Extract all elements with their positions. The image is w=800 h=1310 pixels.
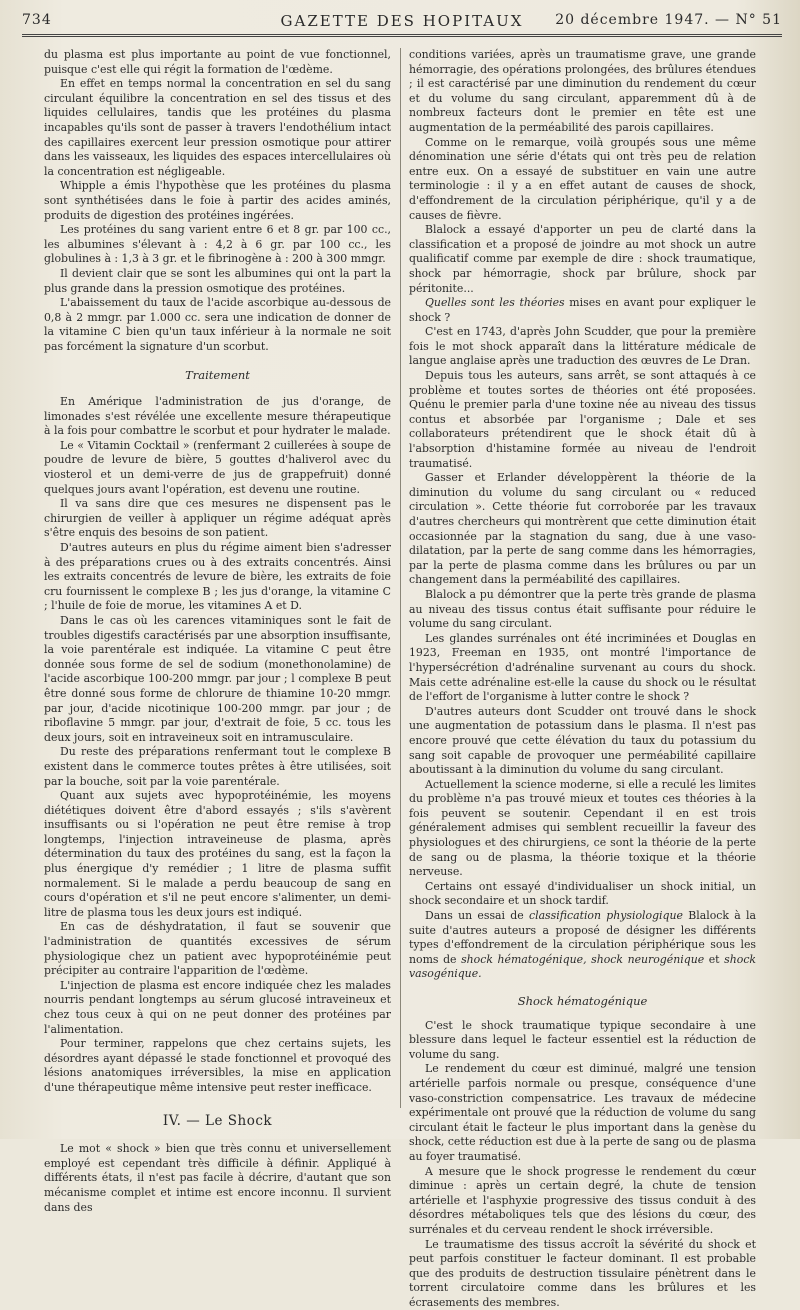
- paragraph: Whipple a émis l'hypothèse que les protéines du plasma sont synthétisées dans le foie à partir des acides aminés, produits de digestion des protéines ingérées.: [44, 179, 391, 223]
- subheading-traitement: Traitement: [44, 368, 391, 383]
- page-number: 734: [22, 12, 52, 28]
- paragraph: D'autres auteurs dont Scudder ont trouvé dans le shock une augmentation de potassium dans le plasma. Il n'est pas encore prouvé que cette élévation du taux du potassium du sang soit capable de provoquer une perméabilité capillaire aboutissant à la diminution du volume du sang circulant.: [409, 705, 756, 778]
- paragraph: Comme on le remarque, voilà groupés sous une même dénomination une série d'états qui ont très peu de relation entre eux. On a essayé de substituer en vain une autre terminologie : il y a en effet autant de causes de shock, d'effondrement de la circulation périphérique, qu'il y a de causes de fièvre.: [409, 136, 756, 224]
- paragraph: Les protéines du sang varient entre 6 et 8 gr. par 100 cc., les albumines s'élevant à : 4,2 à 6 gr. par 100 cc., les globulines à : 1,3 à 3 gr. et le fibrinogène à : 200 à 300 mmgr.: [44, 223, 391, 267]
- paragraph: [409, 296, 756, 325]
- paragraph: Pour terminer, rappelons que chez certains sujets, les désordres ayant dépassé le stade fonctionnel et provoqué des lésions anatomiques irréversibles, la mise en application d'une thérapeutique même intensive peut rester inefficace.: [44, 1037, 391, 1095]
- text-run: et: [704, 953, 724, 966]
- paragraph: Quant aux sujets avec hypoprotéinémie, les moyens diététiques doivent être d'abord essayés ; s'ils s'avèrent insuffisants ou si l'opération ne peut être remise à trop longtemps, l'injection intraveineuse de plasma, après détermination du taux des protéines du sang, est la façon la plus énergique d'y remédier ; 1 litre de plasma suffit normalement. Si le malade a perdu beaucoup de sang en cours d'opération et s'il ne peut encore s'alimenter, un demi-litre de plasma tous les deux jours est indiqué.: [44, 789, 391, 920]
- subheading-shock-hematogenique: Shock hématogénique: [409, 994, 756, 1009]
- italic-phrase: Quelles sont les théories: [425, 296, 565, 309]
- paragraph: L'abaissement du taux de l'acide ascorbique au-dessous de 0,8 à 2 mmgr. par 1.000 cc. sera une indication de donner de la vitamine C bien qu'un taux inférieur à la normale ne soit pas forcément la signature d'un scorbut.: [44, 296, 391, 354]
- page-header: [22, 12, 782, 37]
- paragraph: Du reste des préparations renfermant tout le complexe B existent dans le commerce toutes prêtes à être utilisées, soit par la bouche, soit par la voie parentérale.: [44, 745, 391, 789]
- paragraph: En cas de déshydratation, il faut se souvenir que l'administration de quantités excessives de sérum physiologique chez un patient avec hypoprotéinémie peut précipiter au contraire l'apparition de l'œdème.: [44, 920, 391, 978]
- paragraph: En effet en temps normal la concentration en sel du sang circulant équilibre la concentration en sel des tissus et des liquides cellulaires, tandis que les protéines du plasma incapables qu'ils sont de passer à travers l'endothélium intact des capillaires exercent leur pression osmotique pour attirer dans les vaisseaux, les liquides des espaces intercellulaires où la concentration est négligeable.: [44, 77, 391, 179]
- paragraph: Actuellement la science moderne, si elle a reculé les limites du problème n'a pas trouvé mieux et toutes ces théories à la fois peuvent se soutenir. Cependant il en est trois généralement admises qui semblent recueillir la faveur des physiologues et des chirurgiens, ce sont la théorie de la perte de sang ou de plasma, la théorie toxique et la théorie nerveuse.: [409, 778, 756, 880]
- paragraph: A mesure que le shock progresse le rendement du cœur diminue : après un certain degré, la chute de tension artérielle et l'asphyxie progressive des tissus conduit à des désordres métaboliques tels que des lésions du cœur, des surrénales et du cerveau rendent le shock irréversible.: [409, 1165, 756, 1238]
- paragraph: Les glandes surrénales ont été incriminées et Douglas en 1923, Freeman en 1935, ont montré l'importance de l'hypersécrétion d'adrénaline survenant au cours du shock. Mais cette adrénaline est-elle la cause du shock ou le résultat de l'effort de l'organisme à lutter contre le shock ?: [409, 632, 756, 705]
- paragraph: En Amérique l'administration de jus d'orange, de limonades s'est révélée une excellente mesure thérapeutique à la fois pour combattre le scorbut et pour hydrater le malade.: [44, 395, 391, 439]
- italic-phrase: classification physiologique: [529, 909, 683, 922]
- paragraph: Gasser et Erlander développèrent la théorie de la diminution du volume du sang circulant ou « reduced circulation ». Cette théorie fut corroborée par les travaux d'autres chercheurs qui montrèrent que cette diminution était occasionnée par la stagnation du sang, due à une vaso-dilatation, par la perte de sang comme dans les hémorragies, par la perte de plasma comme dans les brûlures ou par un changement dans la perméabilité des capillaires.: [409, 471, 756, 588]
- italic-phrase: shock hématogénique, shock neurogénique: [461, 953, 704, 966]
- text-run: mises en avant pour expliquer le shock ?: [409, 296, 756, 324]
- right-column: [409, 48, 756, 1118]
- text-run: Dans un essai de: [425, 909, 529, 922]
- paragraph: Le mot « shock » bien que très connu et universellement employé est cependant très difficile à définir. Appliqué à différents états, il n'est pas facile à décrire, d'autant que son mécanisme complet et intime est encore inconnu. Il survient dans des: [44, 1142, 391, 1215]
- paragraph: Le « Vitamin Cocktail » (renfermant 2 cuillerées à soupe de poudre de levure de bière, 5 gouttes d'haliverol avec du viosterol et un demi-verre de jus de grappefruit) donné quelques jours avant l'opération, est devenu une routine.: [44, 439, 391, 497]
- paragraph: Depuis tous les auteurs, sans arrêt, se sont attaqués à ce problème et toutes sortes de théories ont été proposées. Quénu le premier parla d'une toxine née au niveau des tissus contus et absorbée par l'organisme ; Dale et ses collaborateurs prétendirent que le shock était dû à l'absorption d'histamine formée au niveau de l'endroit traumatisé.: [409, 369, 756, 471]
- paragraph: C'est en 1743, d'après John Scudder, que pour la première fois le mot shock apparaît dans la littérature médicale de langue anglaise après une traduction des œuvres de Le Dran.: [409, 325, 756, 369]
- text-run: Blalock à la suite d'autres auteurs a proposé de désigner les différents types d'effondrement de la circulation périphérique sous les noms de: [409, 909, 756, 966]
- paragraph: Le traumatisme des tissus accroît la sévérité du shock et peut parfois constituer le facteur dominant. Il est probable que des produits de destruction tissulaire pénètrent dans le torrent circulatoire comme dans les brûlures et les écrasements des membres.: [409, 1238, 756, 1310]
- column-divider: [400, 48, 401, 1108]
- italic-phrase: shock vasogénique.: [409, 953, 756, 981]
- issue-date: 20 décembre 1947. — N° 51: [555, 12, 782, 28]
- paragraph: Il va sans dire que ces mesures ne dispensent pas le chirurgien de veiller à appliquer un régime adéquat après s'être enquis des besoins de son patient.: [44, 497, 391, 541]
- paragraph: conditions variées, après un traumatisme grave, une grande hémorragie, des opérations prolongées, des brûlures étendues ; il est caractérisé par une diminution du rendement du cœur et du volume du sang circulant, apparemment dû à de nombreux facteurs dont le premier en tête est une augmentation de la perméabilité des parois capillaires.: [409, 48, 756, 136]
- paragraph: du plasma est plus importante au point de vue fonctionnel, puisque c'est elle qui régit la formation de l'œdème.: [44, 48, 391, 77]
- paragraph: Il devient clair que se sont les albumines qui ont la part la plus grande dans la pression osmotique des protéines.: [44, 267, 391, 296]
- paragraph: L'injection de plasma est encore indiquée chez les malades nourris pendant longtemps au sérum glucosé intraveineux et chez tous ceux à qui on ne peut donner des protéines par l'alimentation.: [44, 979, 391, 1037]
- paragraph: Certains ont essayé d'individualiser un shock initial, un shock secondaire et un shock tardif.: [409, 880, 756, 909]
- paragraph: Dans le cas où les carences vitaminiques sont le fait de troubles digestifs caractérisés par une absorption insuffisante, la voie parentérale est indiquée. La vitamine C peut être donnée sous forme de sel de sodium (monethonolamine) de l'acide ascorbique 100-200 mmgr. par jour ; l complexe B peut être donné sous forme de chlorure de thiamine 10-20 mmgr. par jour, d'acide nicotinique 100-200 mmgr. par jour ; de riboflavine 5 mmgr. par jour, d'extrait de foie, 5 cc. tous les deux jours, soit en intraveineux soit en intramusculaire.: [44, 614, 391, 745]
- journal-title: GAZETTE DES HOPITAUX: [22, 12, 782, 30]
- paragraph: Le rendement du cœur est diminué, malgré une tension artérielle parfois normale ou presque, conséquence d'une vaso-constriction compensatrice. Les travaux de médecine expérimentale ont prouvé que la réduction de volume du sang circulant était le facteur le plus important dans la genèse du shock, cette réduction est due à la perte de sang ou de plasma au foyer traumatisé.: [409, 1062, 756, 1164]
- paragraph: Blalock a pu démontrer que la perte très grande de plasma au niveau des tissus contus était suffisante pour réduire le volume du sang circulant.: [409, 588, 756, 632]
- paragraph: C'est le shock traumatique typique secondaire à une blessure dans lequel le facteur essentiel est la réduction de volume du sang.: [409, 1019, 756, 1063]
- left-column: [44, 48, 391, 1118]
- paragraph: D'autres auteurs en plus du régime aiment bien s'adresser à des préparations crues ou à des extraits concentrés. Ainsi les extraits concentrés de levure de bière, les extraits de foie cru fournissent le complexe B ; les jus d'orange, la vitamine C ; l'huile de foie de morue, les vitamines A et D.: [44, 541, 391, 614]
- paragraph: Blalock a essayé d'apporter un peu de clarté dans la classification et a proposé de joindre au mot shock un autre qualificatif comme par exemple de dire : shock traumatique, shock par hémorragie, shock par brûlure, shock par péritonite...: [409, 223, 756, 296]
- section-heading-shock: IV. — Le Shock: [44, 1114, 391, 1129]
- paragraph: [409, 909, 756, 982]
